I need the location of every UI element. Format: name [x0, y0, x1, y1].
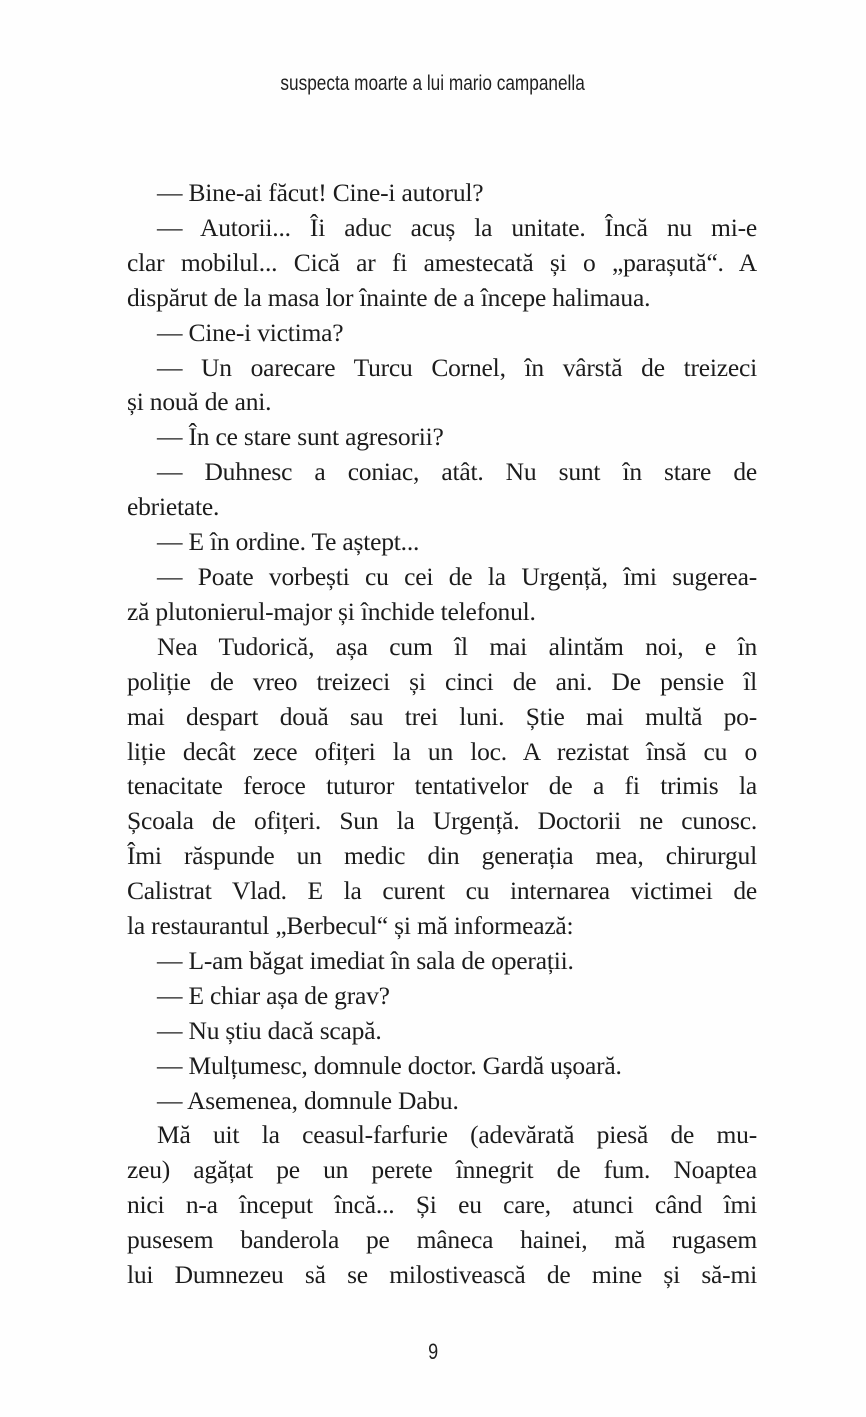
text-line: dispărut de la masa lor înainte de a începe halimaua. [127, 282, 651, 312]
text-line: — Bine-ai făcut! Cine-i autorul? [157, 178, 484, 207]
text-line: Școala de ofițeri. Sun la Urgență. Doctorii ne cunosc. [127, 806, 757, 836]
text-line: poliție de vreo treizeci și cinci de ani. De pensie îl [127, 666, 757, 696]
text-line: mai despart două sau trei luni. Știe mai multă po- [127, 701, 757, 731]
text-line: ebrietate. [127, 492, 220, 522]
text-line: nici n-a început încă... Și eu care, atunci când îmi [127, 1190, 757, 1220]
text-line: lui Dumnezeu să se milostivească de mine și să-mi [127, 1260, 757, 1290]
text-line: — În ce stare sunt agresorii? [157, 422, 444, 452]
text-line: clar mobilul... Cică ar fi amestecată și o „parașută“. A [127, 247, 757, 277]
text-line: — E în ordine. Te aștept... [157, 527, 420, 557]
text-line: — Nu știu dacă scapă. [157, 1015, 382, 1045]
text-line: Mă uit la ceasul-farfurie (adevărată piesă de mu- [157, 1120, 757, 1150]
text-line: Îmi răspunde un medic din generația mea, chirurgul [127, 841, 757, 871]
text-line: pusesem banderola pe mâneca hainei, mă rugasem [127, 1225, 757, 1255]
text-line: zeu) agățat pe un perete înnegrit de fum. Noaptea [127, 1155, 757, 1185]
page-body [127, 176, 757, 1293]
text-line: — Poate vorbești cu cei de la Urgență, îmi sugerea- [157, 561, 757, 591]
text-line: — L-am băgat imediat în sala de operații. [157, 945, 574, 975]
page-number-text: 9 [427, 1339, 439, 1364]
text-line: — Mulțumesc, domnule doctor. Gardă ușoară. [157, 1050, 622, 1080]
text-line: și nouă de ani. [127, 387, 272, 417]
running-header-text: suspecta moarte a lui mario campanella [280, 72, 586, 95]
running-header [0, 72, 866, 96]
text-line: — Autorii... Îi aduc acuș la unitate. Încă nu mi-e [157, 212, 757, 242]
text-line: la restaurantul „Berbecul“ și mă informează: [127, 911, 574, 941]
text-line: ză plutonierul-major și închide telefonul. [127, 596, 536, 626]
page-number [0, 1339, 866, 1365]
text-line: Calistrat Vlad. E la curent cu internarea victimei de [127, 876, 757, 906]
text-line: — Un oarecare Turcu Cornel, în vârstă de treizeci [157, 352, 757, 382]
text-line: tenacitate feroce tuturor tentativelor de a fi trimis la [127, 771, 757, 801]
text-line: Nea Tudorică, așa cum îl mai alintăm noi, e în [157, 631, 757, 661]
text-line: — Asemenea, domnule Dabu. [157, 1085, 459, 1115]
text-line: — Cine-i victima? [157, 317, 344, 347]
text-line: — E chiar așa de grav? [157, 980, 390, 1010]
text-line: — Duhnesc a coniac, atât. Nu sunt în stare de [157, 457, 757, 487]
text-line: liție decât zece ofițeri la un loc. A rezistat însă cu o [127, 736, 757, 766]
